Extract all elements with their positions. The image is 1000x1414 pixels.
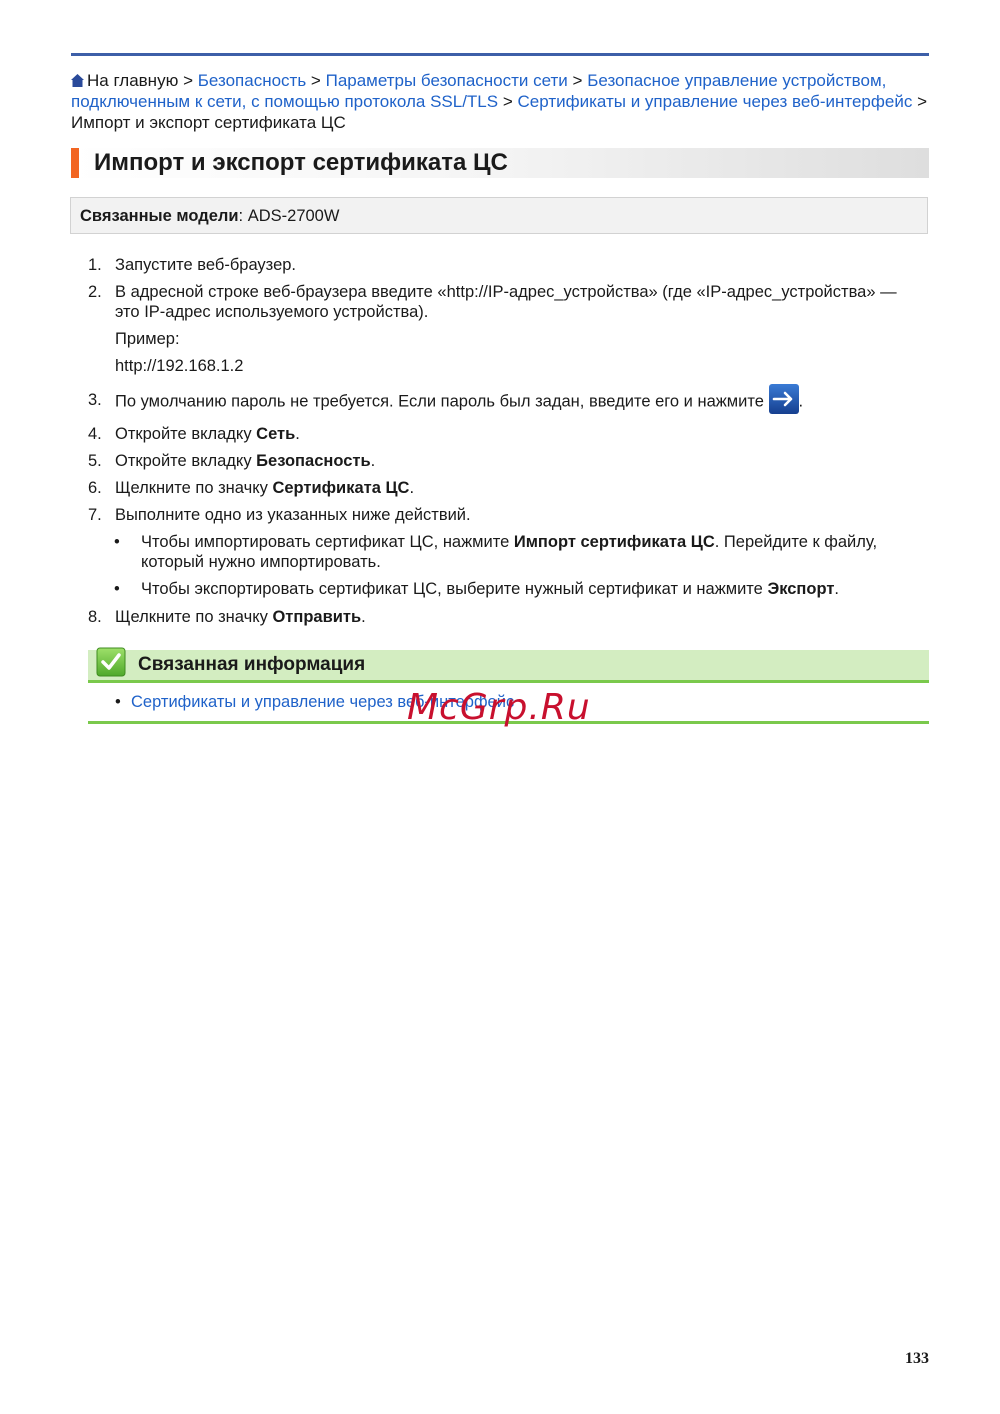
step-number: 7. — [88, 506, 102, 524]
breadcrumb-home[interactable]: На главную — [87, 71, 179, 90]
step-text-post: . — [361, 608, 366, 626]
step-text-pre: Щелкните по значку — [115, 608, 273, 626]
top-rule — [71, 53, 929, 56]
bullet-dot: • — [114, 533, 120, 551]
step-text: Выполните одно из указанных ниже действий. — [115, 506, 471, 524]
breadcrumb-link-certificates[interactable]: Сертификаты и управление через веб-интерфейс — [517, 92, 913, 111]
breadcrumb-separator: > — [310, 71, 321, 90]
checkmark-icon — [96, 647, 126, 677]
breadcrumb-separator: > — [572, 71, 583, 90]
page-title: Импорт и экспорт сертификата ЦС — [94, 149, 508, 176]
bullet-dot: • — [115, 693, 121, 711]
step-number: 8. — [88, 608, 102, 626]
ui-term-security-tab: Безопасность — [256, 452, 371, 470]
step-3-period: . — [798, 392, 804, 411]
bullet-text — [141, 579, 911, 599]
page-number: 133 — [905, 1350, 929, 1367]
step-number: 6. — [88, 479, 102, 497]
ui-term-network-tab: Сеть — [256, 425, 296, 443]
ui-term-submit: Отправить — [272, 608, 362, 626]
ui-term-export: Экспорт — [767, 580, 835, 598]
step-3-text: По умолчанию пароль не требуется. Если пароль был задан, введите его и нажмите — [115, 392, 764, 411]
bullet-text-pre: Чтобы импортировать сертификат ЦС, нажмите — [141, 533, 514, 551]
example-value: http://192.168.1.2 — [115, 357, 244, 375]
step-number: 3. — [88, 391, 102, 409]
title-bar — [71, 148, 929, 178]
example-label: Пример: — [115, 330, 180, 348]
bullet-text — [141, 532, 911, 572]
home-icon[interactable] — [71, 74, 84, 87]
breadcrumb-link-ssl-tls[interactable]: Безопасное управление устройством, подключенным к сети, с помощью протокола SSL/TLS — [71, 71, 887, 111]
breadcrumb — [71, 70, 931, 133]
models-value: : ADS-2700W — [238, 207, 340, 225]
enter-arrow-icon — [769, 384, 799, 414]
step-text-pre: Щелкните по значку — [115, 479, 273, 497]
breadcrumb-link-security[interactable]: Безопасность — [197, 71, 307, 90]
breadcrumb-separator: > — [183, 71, 193, 90]
breadcrumb-link-network-security[interactable]: Параметры безопасности сети — [325, 71, 568, 90]
ui-term-ca-certificate: Сертификата ЦС — [272, 479, 410, 497]
bullet-text-post: . — [834, 580, 839, 598]
bullet-text-pre: Чтобы экспортировать сертификат ЦС, выберите нужный сертификат и нажмите — [141, 580, 768, 598]
step-text — [115, 607, 915, 627]
step-text — [115, 451, 915, 471]
step-text-post: . — [409, 479, 415, 497]
step-number: 2. — [88, 283, 102, 301]
step-number: 4. — [88, 425, 102, 443]
bullet-dot: • — [114, 580, 120, 598]
breadcrumb-separator: > — [917, 92, 927, 111]
step-number: 5. — [88, 452, 102, 470]
related-info-title: Связанная информация — [138, 654, 366, 675]
breadcrumb-current: Импорт и экспорт сертификата ЦС — [71, 113, 346, 132]
step-number: 1. — [88, 256, 102, 274]
models-label: Связанные модели — [80, 207, 239, 225]
related-link-certificates[interactable]: Сертификаты и управление через веб-интерфейс — [131, 693, 515, 711]
ui-term-import-ca: Импорт сертификата ЦС — [513, 533, 715, 551]
breadcrumb-separator: > — [502, 92, 513, 111]
step-text — [115, 478, 915, 498]
step-text: Запустите веб-браузер. — [115, 256, 297, 274]
step-text-post: . — [370, 452, 376, 470]
step-text — [115, 390, 915, 414]
title-accent — [71, 148, 79, 178]
related-info-header — [88, 650, 929, 683]
bullet-text-post: . Перейдите к файлу, который нужно импортировать. — [141, 533, 878, 571]
step-text-post: . — [295, 425, 300, 443]
related-models-box — [70, 197, 928, 234]
step-text-pre: Откройте вкладку — [115, 452, 257, 470]
step-text-pre: Откройте вкладку — [115, 425, 257, 443]
watermark: McGrp.Ru — [407, 687, 591, 728]
step-text: В адресной строке веб-браузера введите «http://IP-адрес_устройства» (где «IP-адрес_устройства» — это IP-адрес используемого устройства). — [115, 283, 897, 321]
step-text — [115, 424, 915, 444]
